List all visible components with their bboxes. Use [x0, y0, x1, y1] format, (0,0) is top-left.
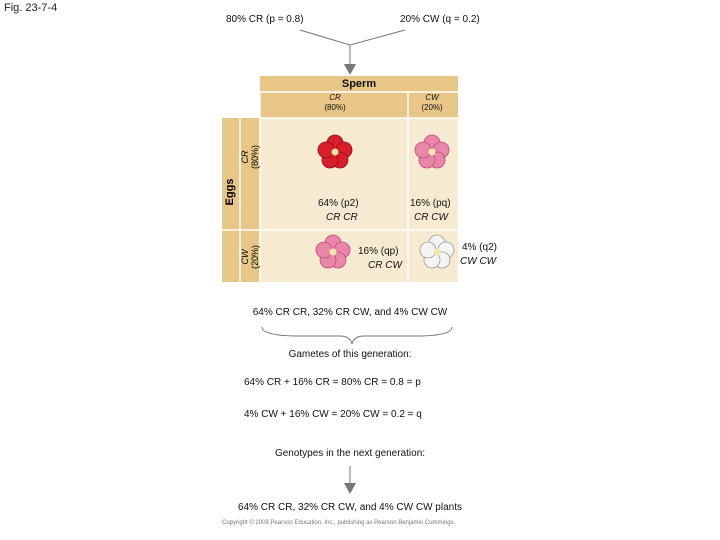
- copyright: Copyright © 2008 Pearson Education, Inc., publishing as Pearson Benjamin Cummings.: [222, 520, 456, 526]
- cell-genotype: CR CW: [414, 212, 448, 223]
- sperm-col-pct: (20%): [421, 103, 443, 112]
- final-arrowhead: [344, 483, 356, 494]
- summary-brace: [262, 327, 452, 344]
- sperm-col-pct: (80%): [324, 103, 346, 112]
- egg-row-pct: (20%): [250, 244, 260, 270]
- sperm-heading: Sperm: [341, 78, 377, 90]
- equation-r: 64% CR + 16% CR = 80% CR = 0.8 = p: [244, 377, 421, 388]
- top-right-label: 20% CW (q = 0.2): [400, 14, 480, 25]
- gametes-heading: Gametes of this generation:: [288, 349, 412, 360]
- next-generation-heading: Genotypes in the next generation:: [274, 448, 426, 459]
- sperm-col-allele: CR: [329, 93, 341, 102]
- top-arrowhead: [344, 64, 356, 75]
- figure-label: Fig. 23-7-4: [4, 2, 58, 14]
- cell-freq: 16% (pq): [410, 198, 451, 209]
- egg-row-pct: (80%): [250, 144, 260, 170]
- sperm-col-allele: CW: [425, 93, 439, 102]
- equation-w: 4% CW + 16% CW = 20% CW = 0.2 = q: [244, 409, 422, 420]
- cell-genotype: CW CW: [460, 256, 497, 267]
- cell-genotype: CR CW: [368, 260, 402, 271]
- cell-freq: 16% (qp): [358, 246, 399, 257]
- genotype-summary: 64% CR CR, 32% CR CW, and 4% CW CW: [252, 307, 448, 318]
- eggs-heading: Eggs: [224, 178, 236, 206]
- top-arrow: [300, 30, 405, 68]
- egg-row-allele: CR: [240, 150, 250, 164]
- cell-freq: 4% (q2): [462, 242, 498, 253]
- cell-genotype: CR CR: [326, 212, 358, 223]
- cell-freq: 64% (p2): [318, 198, 359, 209]
- final-genotypes: 64% CR CR, 32% CR CW, and 4% CW CW plants: [238, 502, 462, 513]
- egg-row-allele: CW: [240, 249, 250, 265]
- top-left-label: 80% CR (p = 0.8): [226, 14, 304, 25]
